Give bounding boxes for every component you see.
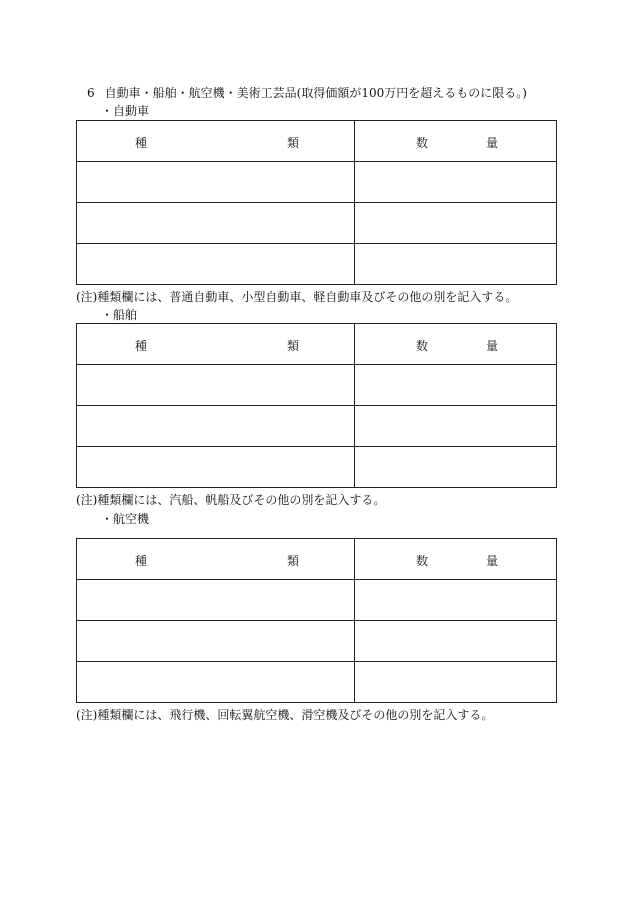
kind-cell[interactable] bbox=[77, 162, 355, 203]
subtitle-aircraft: ・航空機 bbox=[101, 512, 150, 526]
kind-header-char-1: 種 bbox=[135, 339, 148, 353]
quantity-header-char-1: 数 bbox=[416, 136, 429, 150]
table-header-row bbox=[77, 324, 557, 365]
quantity-cell[interactable] bbox=[355, 580, 557, 621]
kind-header-char-2: 類 bbox=[287, 136, 300, 150]
kind-cell[interactable] bbox=[77, 203, 355, 244]
quantity-header-char-2: 量 bbox=[486, 136, 499, 150]
kind-cell[interactable] bbox=[77, 662, 355, 703]
aircraft-table bbox=[76, 538, 557, 703]
kind-header-char-2: 類 bbox=[287, 554, 300, 568]
note-ship: (注)種類欄には、汽船、帆船及びその他の別を記入する。 bbox=[76, 493, 386, 507]
quantity-cell[interactable] bbox=[355, 621, 557, 662]
section-heading bbox=[87, 84, 527, 101]
kind-cell[interactable] bbox=[77, 406, 355, 447]
quantity-cell[interactable] bbox=[355, 662, 557, 703]
kind-header-char-1: 種 bbox=[135, 554, 148, 568]
table-row bbox=[77, 244, 557, 285]
table-header-row bbox=[77, 539, 557, 580]
quantity-header-char-2: 量 bbox=[486, 554, 499, 568]
automobile-table bbox=[76, 120, 557, 285]
kind-header-char-2: 類 bbox=[287, 339, 300, 353]
quantity-header bbox=[355, 121, 557, 162]
quantity-cell[interactable] bbox=[355, 162, 557, 203]
quantity-cell[interactable] bbox=[355, 406, 557, 447]
section-title: 自動車・船舶・航空機・美術工芸品(取得価額が100万円を超えるものに限る。) bbox=[104, 86, 527, 100]
table-row bbox=[77, 447, 557, 488]
subtitle-automobile: ・自動車 bbox=[101, 104, 150, 118]
quantity-header bbox=[355, 324, 557, 365]
kind-cell[interactable] bbox=[77, 244, 355, 285]
kind-header bbox=[77, 539, 355, 580]
table-row bbox=[77, 662, 557, 703]
quantity-header-char-2: 量 bbox=[486, 339, 499, 353]
kind-cell[interactable] bbox=[77, 621, 355, 662]
quantity-cell[interactable] bbox=[355, 447, 557, 488]
kind-cell[interactable] bbox=[77, 447, 355, 488]
table-row bbox=[77, 365, 557, 406]
table-row bbox=[77, 162, 557, 203]
ship-table bbox=[76, 323, 557, 488]
quantity-cell[interactable] bbox=[355, 203, 557, 244]
quantity-cell[interactable] bbox=[355, 365, 557, 406]
table-header-row bbox=[77, 121, 557, 162]
table-row bbox=[77, 580, 557, 621]
table-row bbox=[77, 406, 557, 447]
quantity-header bbox=[355, 539, 557, 580]
quantity-cell[interactable] bbox=[355, 244, 557, 285]
kind-header-char-1: 種 bbox=[135, 136, 148, 150]
kind-cell[interactable] bbox=[77, 580, 355, 621]
subtitle-ship: ・船舶 bbox=[101, 308, 138, 322]
table-row bbox=[77, 203, 557, 244]
kind-header bbox=[77, 324, 355, 365]
section-number: 6 bbox=[87, 86, 95, 100]
quantity-header-char-1: 数 bbox=[416, 554, 429, 568]
table-row bbox=[77, 621, 557, 662]
note-automobile: (注)種類欄には、普通自動車、小型自動車、軽自動車及びその他の別を記入する。 bbox=[76, 290, 518, 304]
kind-header bbox=[77, 121, 355, 162]
kind-cell[interactable] bbox=[77, 365, 355, 406]
quantity-header-char-1: 数 bbox=[416, 339, 429, 353]
note-aircraft: (注)種類欄には、飛行機、回転翼航空機、滑空機及びその他の別を記入する。 bbox=[76, 708, 494, 722]
